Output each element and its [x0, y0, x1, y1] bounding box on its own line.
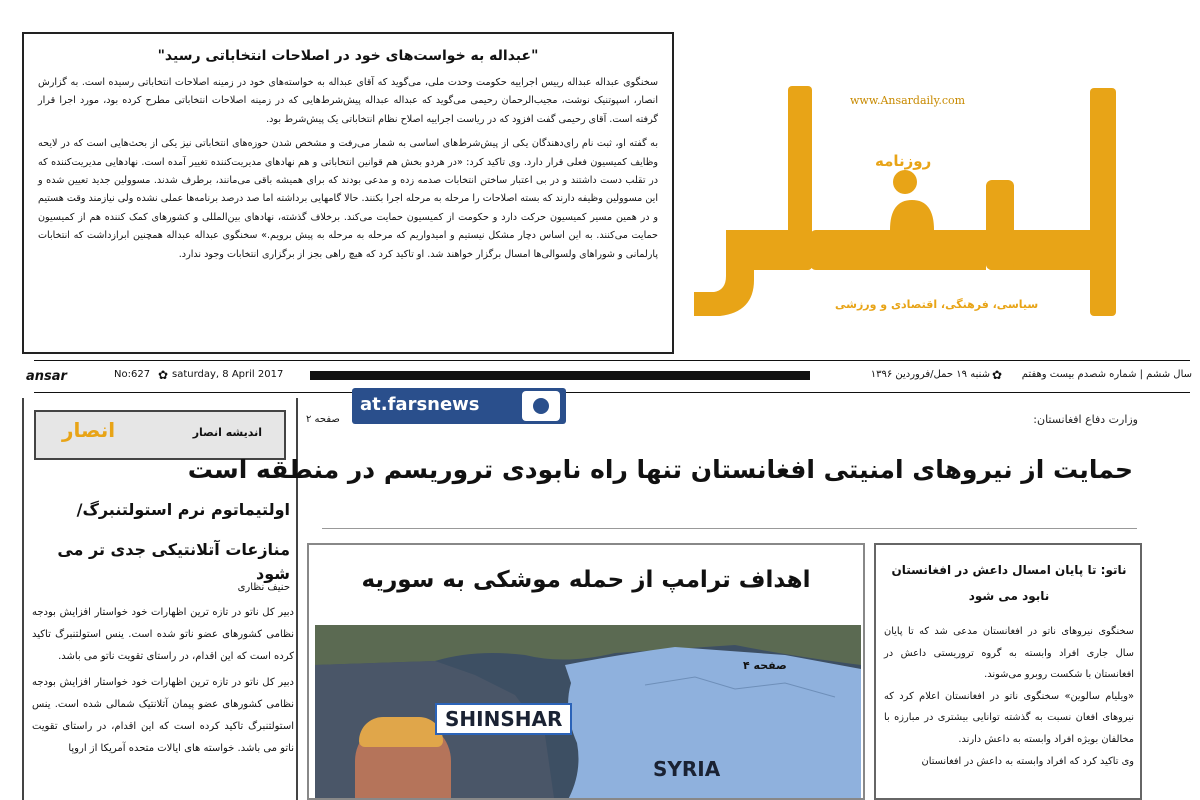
masthead-daily-label: روزنامه — [875, 152, 932, 170]
masthead-logo — [690, 80, 1135, 340]
rule-thin-bottom — [34, 392, 1190, 393]
right-column-headline: ناتو: تا پایان امسال داعش در افغانستان نابود می شود — [891, 563, 1127, 603]
shinshar-label-text: SHINSHAR — [445, 707, 563, 731]
left-column-text — [32, 602, 294, 764]
left-paragraph: دبیر کل ناتو در تازه ترین اظهارات خود خواستار افزایش بودجه نظامی کشورهای عضو ناتو شده است. ینس استولتنبرگ تاکید کرده است که این اقدام، در راستای تقویت ناتو می باشد. — [32, 607, 294, 662]
main-kicker: وزارت دفاع افغانستان: — [1033, 413, 1138, 426]
top-article-box — [22, 32, 674, 354]
top-article-headline: "عبداله به خواست‌های خود در اصلاحات انتخاباتی رسید" — [157, 48, 539, 64]
right-paragraph: «ویلیام سالوین» سخنگوی ناتو در افغانستان اعلام کرد که نیروهای افغان نسبت به گذشته توانایی بیشتری در مبارزه با مخالفان بویژه افراد وابسته به داعش دارند. — [884, 690, 1134, 745]
banner-logo: انصار — [62, 418, 116, 442]
date-persian: شنبه ۱۹ حمل/فروردین ۱۳۹۶ — [870, 369, 990, 380]
farsnews-logo-mark — [533, 398, 549, 414]
left-headline-line-1: اولتیماتوم نرم استولتنبرگ/ — [76, 500, 290, 519]
right-column-text — [884, 621, 1134, 772]
left-paragraph: دبیر کل ناتو در تازه ترین اظهارات خود خواستار افزایش بودجه نظامی کشورهای عضو پیمان آتلانتیک شمالی شده است. ینس استولتنبرگ تاکید کرده است که این اقدام، در راستای تقویت ناتو می باشد. خواسته های ایالات متحده آمریکا از اروپا — [32, 677, 294, 754]
masthead-site: www.Ansardaily.com — [850, 94, 966, 107]
right-column — [874, 543, 1142, 800]
left-column-author: حنیف نظاری — [237, 582, 290, 593]
right-paragraph: وی تاکید کرد که افراد وابسته به داعش در افغانستان — [921, 755, 1134, 767]
syria-label: SYRIA — [653, 757, 721, 781]
top-article-paragraph: سخنگوی عبداله عبداله رییس اجراییه حکومت وحدت ملی، می‌گوید که آقای عبداله به خواسته‌های خود در زمینه اصلاحات انتخاباتی رسیده است. به گزارش انصار، اسپوتنیک نوشت، مجیب‌الرحمان رحیمی می‌گوید که عبداله عبداله پیش‌شرط‌هایی که در زمینه اصلاحات انتخاباتی مطرح کرده بود، مورد اجرا قرار گرفته است. آقای رحیمی گفت افزود که در ریاست اجراییه اصلاح نظام انتخاباتی یک پیش‌شرط بود. — [38, 77, 658, 125]
ansar-mini-logo: ansar — [26, 369, 67, 384]
rule-under-headline — [322, 528, 1137, 529]
date-english: saturday, 8 April 2017 — [172, 369, 284, 380]
gear-icon: ✿ — [158, 368, 169, 382]
photo-story-headline: اهداف ترامپ از حمله موشکی به سوریه — [361, 567, 811, 593]
syria-map-image — [315, 625, 861, 800]
column-banner — [34, 410, 286, 460]
masthead-subtitle: سیاسی، فرهنگی، اقتصادی و ورزشی — [835, 298, 1039, 311]
main-headline: حمایت از نیروهای امنیتی افغانستان تنها راه نابودی تروریسم در منطقه است — [187, 455, 1133, 484]
rule-thin-top — [34, 360, 1190, 361]
map-page-ref: صفحه ۴ — [743, 659, 787, 672]
page-ref: صفحه ۲ — [306, 414, 340, 425]
photo-story-box — [307, 543, 865, 800]
shinshar-label — [435, 703, 572, 735]
gear-icon: ✿ — [992, 368, 1003, 382]
left-column-headline — [32, 498, 290, 586]
issue-persian: سال ششم | شماره شصدم بیست وهفتم — [1021, 369, 1192, 380]
issue-number: No:627 — [114, 369, 151, 380]
banner-label: اندیشه انصار — [192, 426, 262, 439]
farsnews-text: at.farsnews — [360, 394, 480, 415]
left-headline-line-2: منازعات آتلانتیکی جدی تر می شود — [57, 540, 290, 583]
hair-shape — [359, 717, 443, 747]
right-paragraph: سخنگوی نیروهای ناتو در افغانستان مدعی شد که تا پایان سال جاری افراد وابسته به گروه تروریستی داعش در افغانستان با شکست روبرو می‌شوند. — [884, 626, 1134, 681]
farsnews-badge — [352, 388, 566, 424]
top-article-paragraph: به گفته او، ثبت نام رای‌دهندگان یکی از پیش‌شرط‌های اساسی به شمار می‌رفت و مشخص شدن حوزه‌های انتخاباتی نیز یکی از بحث‌هایی است که در لایحه وظایف کمیسیون فعلی قرار دارد. وی تاکید کرد: «در هردو بخش هم قوانین انتخاباتی و هم نهادهای مدیریت‌کننده تغییر آمده است. نهادهایی مدیریت‌کننده که در تقلب دست داشتند و در بی اعتبار ساختن انتخابات صدمه زده و مدعی بودند که برای همیشه باقی می‌مانند، برطرف شدند. مسوولین جدید تعیین شده و این مسوولین وظیفه دارند که بسته اصلاحات را مرحله به مرحله اجرا بکنند. حالا گامهایی برداشته اما صد درصد برنامه‌ها عملی نشده ولی نیازمند وقت هستیم و در همین مسیر کمیسیون حرکت دارد و حکومت از کمیسیون حمایت می‌کند. برخلاف گذشته، نهادهای بین‌المللی و کشورهای کمک کننده هم از کمیسیون حمایت می‌کنند. به این اساس دچار مشکل نیستیم و امیدواریم که مرحله به مرحله به پیش برویم.» سخنگوی عبداله عبداله همچنین ابرازداشت که انتخابات پارلمانی و شوراهای ولسوالی‌ها امسال برگزار خواهند شد. او تاکید کرد که هیچ راهی بجز از برگزاری انتخابات وجود ندارد. — [38, 138, 658, 260]
date-strip — [22, 367, 1192, 389]
